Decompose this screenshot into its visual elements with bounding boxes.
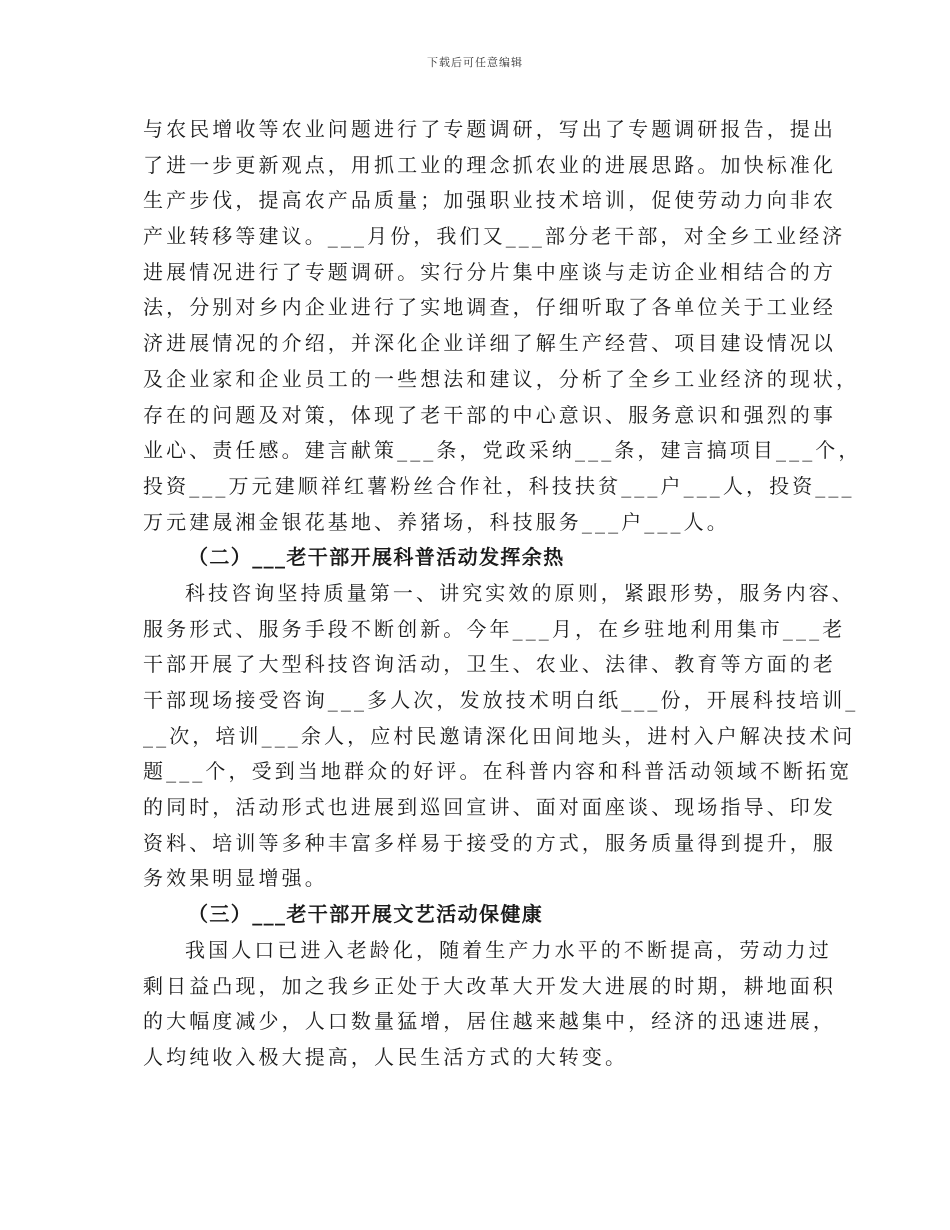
body-line: 资料、培训等多种丰富多样易于接受的方式，服务质量得到提升，服: [143, 830, 836, 855]
body-line: 题___个，受到当地群众的好评。在科普内容和科普活动领域不断拓宽: [143, 759, 853, 784]
body-line: 进展情况进行了专题调研。实行分片集中座谈与走访企业相结合的方: [143, 259, 836, 284]
body-line: 的同时，活动形式也进展到巡回宣讲、面对面座谈、现场指导、印发: [143, 795, 836, 820]
paragraph-first-line: 我国人口已进入老龄化，随着生产力水平的不断提高，劳动力过: [185, 937, 832, 962]
page-header: 下载后可任意编辑: [427, 56, 523, 69]
section-heading-3: （三）___老干部开展文艺活动保健康: [188, 902, 544, 927]
body-line: 干部开展了大型科技咨询活动，卫生、农业、法律、教育等方面的老: [143, 652, 836, 677]
body-line: 投资___万元建顺祥红薯粉丝合作社，科技扶贫___户___人，投资___: [143, 473, 855, 498]
body-line: 存在的问题及对策，体现了老干部的中心意识、服务意识和强烈的事: [143, 402, 836, 427]
body-line: 及企业家和企业员工的一些想法和建议，分析了全乡工业经济的现状，: [143, 366, 860, 391]
paragraph-first-line: 科技咨询坚持质量第一、讲究实效的原则，紧跟形势，服务内容、: [185, 580, 855, 605]
body-line: 与农民增收等农业问题进行了专题调研，写出了专题调研报告，提出: [143, 117, 836, 141]
body-line: 服务形式、服务手段不断创新。今年___月，在乡驻地利用集市___老: [143, 616, 846, 641]
body-line: 人均纯收入极大提高，人民生活方式的大转变。: [143, 1044, 629, 1069]
body-line: 法，分别对乡内企业进行了实地调查，仔细听取了各单位关于工业经: [143, 295, 836, 320]
body-line: 剩日益凸现，加之我乡正处于大改革大开发大进展的时期，耕地面积: [143, 973, 836, 998]
body-line: 干部现场接受咨询___多人次，发放技术明白纸___份，开展科技培训_: [143, 688, 859, 712]
body-line: 产业转移等建议。___月份，我们又___部分老干部，对全乡工业经济: [143, 224, 846, 249]
body-line: 务效果明显增强。: [143, 866, 328, 891]
section-heading-2: （二）___老干部开展科普活动发挥余热: [188, 545, 565, 570]
body-line: __次，培训___余人，应村民邀请深化田间地头，进村入户解决技术问: [143, 723, 856, 748]
body-line: 业心、责任感。建言献策___条，党政采纳___条，建言搞项目___个，: [143, 438, 862, 463]
body-line: 的大幅度减少，人口数量猛增，居住越来越集中，经济的迅速进展，: [143, 1009, 836, 1034]
body-line: 济进展情况的介绍，并深化企业详细了解生产经营、项目建设情况以: [143, 331, 836, 356]
body-line: 生产步伐，提高农产品质量；加强职业技术培训，促使劳动力向非农: [143, 188, 836, 213]
document-body: [143, 112, 862, 1076]
body-line: 了进一步更新观点，用抓工业的理念抓农业的进展思路。加快标准化: [143, 152, 836, 177]
body-line: 万元建晟湘金银花基地、养猪场，科技服务___户___人。: [143, 509, 730, 534]
